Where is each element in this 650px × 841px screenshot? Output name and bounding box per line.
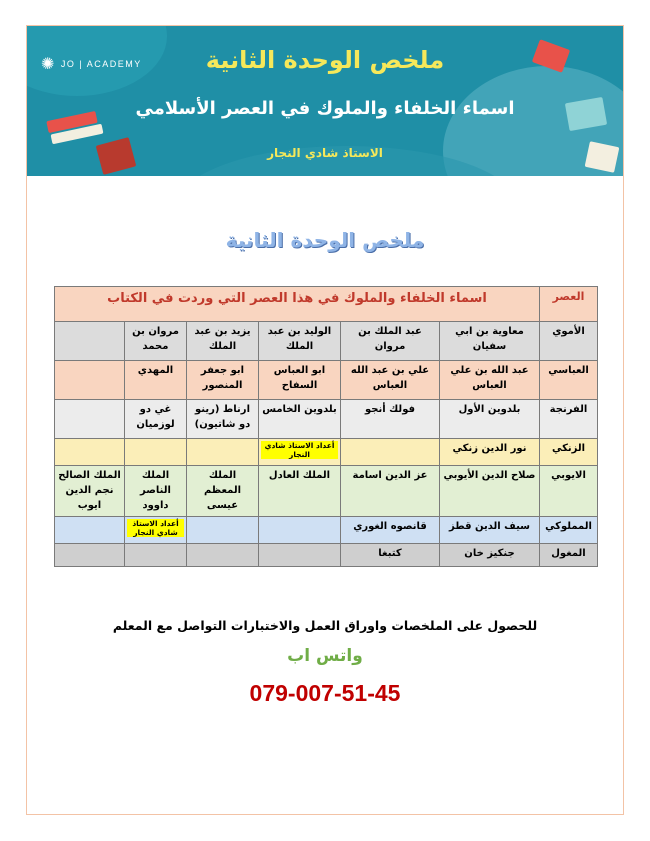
name-cell: بلدوين الخامس	[259, 400, 341, 439]
name-cell	[187, 439, 259, 466]
author-watermark: أعداد الاستاذ شادي النجار	[261, 441, 338, 459]
name-cell	[55, 544, 125, 567]
era-cell: المغول	[540, 544, 598, 567]
table-header-row	[55, 287, 598, 322]
table-row	[55, 322, 598, 361]
name-cell: بلدوين الأول	[440, 400, 540, 439]
name-cell: معاوية بن ابي سفيان	[440, 322, 540, 361]
name-cell: فولك أنجو	[341, 400, 440, 439]
era-cell: الأموي	[540, 322, 598, 361]
name-cell: مروان بن محمد	[125, 322, 187, 361]
whatsapp-label: واتس اب	[287, 646, 363, 666]
header-banner	[27, 26, 623, 176]
era-cell: المملوكي	[540, 517, 598, 544]
name-cell: عز الدين اسامة	[341, 466, 440, 517]
logo-icon: ✺	[41, 56, 56, 73]
name-cell: قانصوه الغوري	[341, 517, 440, 544]
name-cell	[125, 544, 187, 567]
name-cell	[125, 439, 187, 466]
table-row	[55, 466, 598, 517]
name-cell	[55, 361, 125, 400]
name-cell	[259, 517, 341, 544]
era-cell: الفرنجة	[540, 400, 598, 439]
table-row	[55, 517, 598, 544]
name-cell	[259, 439, 341, 466]
logo-text: JO | ACADEMY	[60, 59, 142, 69]
table-row	[55, 400, 598, 439]
name-cell	[187, 517, 259, 544]
name-cell: عبد الله بن علي العباس	[440, 361, 540, 400]
name-cell	[259, 544, 341, 567]
era-cell: الزنكي	[540, 439, 598, 466]
name-cell: الملك الناصر داوود	[125, 466, 187, 517]
table-row	[55, 361, 598, 400]
rulers-table	[54, 286, 598, 567]
name-cell: يزيد بن عبد الملك	[187, 322, 259, 361]
name-cell: غي دو لوزميان	[125, 400, 187, 439]
name-cell: المهدي	[125, 361, 187, 400]
name-cell	[125, 517, 187, 544]
name-cell	[187, 544, 259, 567]
era-cell: العباسي	[540, 361, 598, 400]
name-cell: جنكيز خان	[440, 544, 540, 567]
name-cell: ارناط (رينو دو شاتيون)	[187, 400, 259, 439]
name-cell	[55, 322, 125, 361]
name-cell: الملك العادل	[259, 466, 341, 517]
name-cell: علي بن عبد الله العباس	[341, 361, 440, 400]
contact-message: للحصول على الملخصات واوراق العمل والاختبارات التواصل مع المعلم	[112, 618, 538, 633]
era-cell: الايوبي	[540, 466, 598, 517]
name-cell: سيف الدين قطز	[440, 517, 540, 544]
banner-subtitle: اسماء الخلفاء والملوك في العصر الأسلامي	[135, 98, 515, 119]
phone-number[interactable]: 079-007-51-45	[249, 680, 401, 706]
table-row	[55, 439, 598, 466]
name-cell	[55, 517, 125, 544]
names-header: اسماء الخلفاء والملوك في هذا العصر التي وردت في الكتاب	[55, 287, 540, 322]
banner-title: ملخص الوحدة الثانية	[205, 46, 445, 74]
banner-author: الاستاذ شادي النجار	[267, 146, 383, 160]
era-header: العصر	[540, 287, 598, 322]
name-cell	[55, 439, 125, 466]
name-cell: نور الدين زنكي	[440, 439, 540, 466]
name-cell: الوليد بن عبد الملك	[259, 322, 341, 361]
table-row	[55, 544, 598, 567]
name-cell: ابو العباس السفاح	[259, 361, 341, 400]
page-title: ملخص الوحدة الثانية	[225, 228, 425, 252]
name-cell: ابو جعفر المنصور	[187, 361, 259, 400]
author-watermark: أعداد الاستاذ شادي النجار	[127, 519, 184, 537]
name-cell: الملك الصالح نجم الدين ايوب	[55, 466, 125, 517]
name-cell: الملك المعظم عيسى	[187, 466, 259, 517]
name-cell: صلاح الدين الأيوبي	[440, 466, 540, 517]
name-cell	[55, 400, 125, 439]
name-cell	[341, 439, 440, 466]
name-cell: عبد الملك بن مروان	[341, 322, 440, 361]
name-cell: كتبغا	[341, 544, 440, 567]
